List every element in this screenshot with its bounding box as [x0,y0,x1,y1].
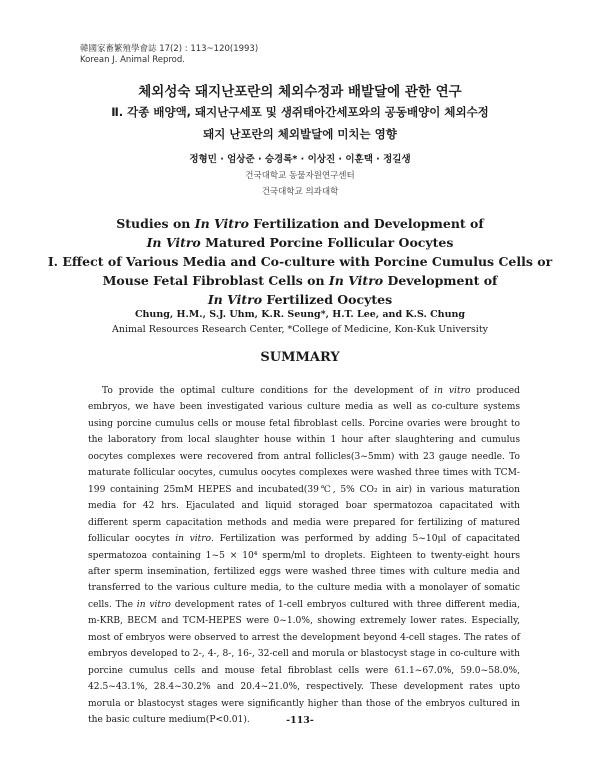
english-title-line-3: Ⅰ. Effect of Various Media and Co-culture with Porcine Cumulus Cells or [47,254,553,269]
summary-heading: SUMMARY [260,350,340,365]
korean-affiliation-2: 건국대학교 의과대학 [261,187,339,197]
korean-title-line-1: 체외성숙 돼지난포란의 체외수정과 배발달에 관한 연구 [138,84,462,100]
journal-line-korean: 韓國家畜繁殖學會誌 17(2) : 113~120(1993) [80,44,259,54]
page-number: -113- [286,715,314,726]
english-title-line-2: In Vitro Matured Porcine Follicular Oocytes [146,235,454,250]
korean-authors: 정형민 · 엄상준 · 승경록* · 이상진 · 이훈택 · 정길생 [189,154,411,165]
abstract-paragraph: To provide the optimal culture conditions for the development of in vitro produced embryos, we have been investigated various culture media as well as co-culture systems using porcine cumulus cells or mouse fetal fibroblast cells. Porcine ovaries were brought to the laboratory from local slaughter house within 1 hour after slaughtering and cumulus oocytes complexes were recovered from antral follicles(3~5mm) with 23 gauge needle. To maturate follicular oocytes, cumulus oocytes complexes were washed three times with TCM-199 containing 25mM HEPES and incubated(39℃, 5% CO₂ in air) in various maturation media for 42 hrs. Ejaculated and liquid storaged boar spermatozoa capacitated with different sperm capacitation methods and media were prepared for fertilizing of matured follicular oocytes in vitro. Fertilization was performed by adding 5~10μl of capacitated spermatozoa containing 1~5 × 10⁴ sperm/ml to droplets. Eighteen to twenty-eight hours after sperm insemination, fertilized eggs were washed three times with culture media and transferred to the various culture media, to the culture media with a monolayer of somatic cells. The in vitro development rates of 1-cell embryos cultured with three different media, m-KRB, BECM and TCM-HEPES were 0~1.0%, showing extremely lower rates. Especially, most of embryos were observed to arrest the development beyond 4-cell stages. The rates of embryos developed to 2-, 4-, 8-, 16-, 32-cell and morula or blastocyst stage in co-culture with porcine cumulus cells and mouse fetal fibroblast cells were 61.1~67.0%, 59.0~58.0%, 42.5~43.1%, 28.4~30.2% and 20.4~21.0%, respectively. These development rates upto morula or blastocyst stages were significantly higher than those of the embryos cultured in the basic culture medium(P<0.01). [88,386,521,726]
english-affiliation: Animal Resources Research Center, *College of Medicine, Kon-Kuk University [111,324,489,335]
korean-title-line-3: 돼지 난포란의 체외발달에 미치는 영향 [203,127,397,141]
english-title-line-1: Studies on In Vitro Fertilization and Development of [116,216,484,231]
english-title-line-4: Mouse Fetal Fibroblast Cells on In Vitro Development of [102,273,498,288]
journal-line-english: Korean J. Animal Reprod. [80,55,185,65]
english-title-line-5: In Vitro Fertilized Oocytes [207,292,393,307]
journal-citation [80,44,258,66]
english-authors: Chung, H.M., S.J. Uhm, K.R. Seung*, H.T. Lee, and K.S. Chung [134,309,466,320]
korean-affiliation-1: 건국대학교 동물자원연구센터 [245,171,355,181]
korean-title-line-2: Ⅱ. 각종 배양액, 돼지난구세포 및 생쥐태아간세포와의 공동배양이 체외수정 [111,105,489,119]
